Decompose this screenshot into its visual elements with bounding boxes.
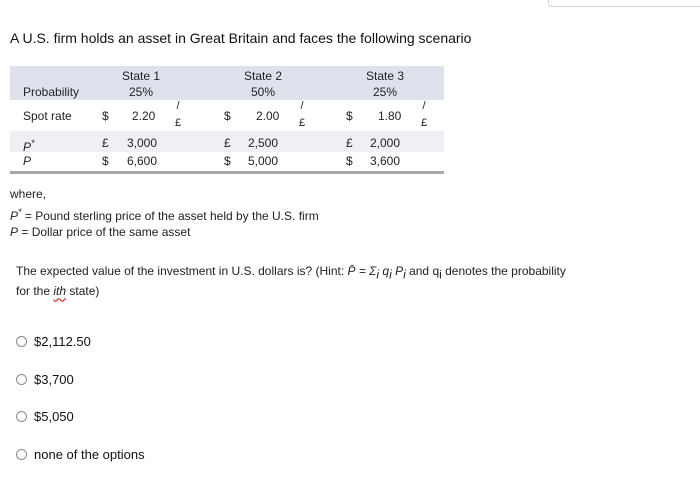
state3-spot-currency: $ (346, 109, 353, 123)
option-3-label: $5,050 (34, 409, 74, 424)
state2-name: State 2 (243, 69, 283, 83)
state1-frac-pound: £ (174, 117, 182, 129)
label-pstar: P* (23, 138, 35, 154)
state2-prob: 50% (250, 85, 276, 99)
state3-p-currency: $ (346, 154, 353, 168)
where-label: where, (10, 187, 47, 201)
option-1-label: $2,112.50 (34, 334, 91, 349)
option-1[interactable] (16, 334, 91, 349)
state3-frac-slash: / (422, 100, 426, 112)
state1-prob: 25% (128, 85, 154, 99)
option-4-label: none of the options (34, 447, 145, 462)
label-probability: Probability (23, 85, 80, 99)
state2-pstar-currency: £ (224, 136, 231, 150)
state1-frac-slash: / (176, 100, 180, 112)
state3-pstar: 2,000 (370, 136, 401, 150)
state3-prob: 25% (372, 85, 398, 99)
radio-option-2[interactable] (16, 374, 27, 385)
question-text: A U.S. firm holds an asset in Great Britain and faces the following scenario (10, 30, 472, 46)
option-4[interactable] (16, 447, 145, 462)
option-2-label: $3,700 (34, 372, 74, 387)
hint-formula: P̄ = $\Sigma_i$ $q_i$ $P_i$ (347, 264, 406, 282)
state2-pstar: 2,500 (248, 136, 279, 150)
state3-frac-pound: £ (420, 117, 428, 129)
state2-spot: 2.00 (256, 109, 280, 123)
state1-spot: 2.20 (132, 109, 156, 123)
radio-option-4[interactable] (16, 449, 27, 460)
top-input-box (548, 0, 700, 7)
state3-name: State 3 (365, 69, 405, 83)
option-2[interactable] (16, 372, 74, 387)
hint-text: The expected value of the investment in U.S. dollars is? (Hint: P̄ = $\Sigma_i$ $q_i$ $P_i$ and $q_i$ denotes the probability for the ith state) (16, 264, 566, 299)
radio-option-1[interactable] (16, 336, 27, 347)
state3-p: 3,600 (370, 154, 401, 168)
where-definition-pstar: P* = Pound sterling price of the asset held by the U.S. firm (10, 207, 319, 223)
state1-p-currency: $ (102, 154, 109, 168)
state3-spot: 1.80 (378, 109, 402, 123)
state1-spot-currency: $ (102, 109, 109, 123)
where-definition-p: P = Dollar price of the same asset (10, 225, 191, 239)
hint-ith: ith (53, 284, 67, 299)
state3-pstar-currency: £ (346, 136, 353, 150)
table-bottom-rule (10, 171, 444, 174)
option-3[interactable] (16, 409, 74, 424)
state2-p-currency: $ (224, 154, 231, 168)
state2-p: 5,000 (248, 154, 279, 168)
state1-name: State 1 (121, 69, 161, 83)
state2-spot-currency: $ (224, 109, 231, 123)
state2-frac-slash: / (300, 100, 304, 112)
state1-pstar: 3,000 (127, 136, 158, 150)
radio-option-3[interactable] (16, 411, 27, 422)
label-spot-rate: Spot rate (23, 109, 72, 123)
state2-frac-pound: £ (298, 117, 306, 129)
state1-p: 6,600 (127, 154, 158, 168)
label-p: P (23, 154, 32, 168)
state1-pstar-currency: £ (102, 136, 109, 150)
